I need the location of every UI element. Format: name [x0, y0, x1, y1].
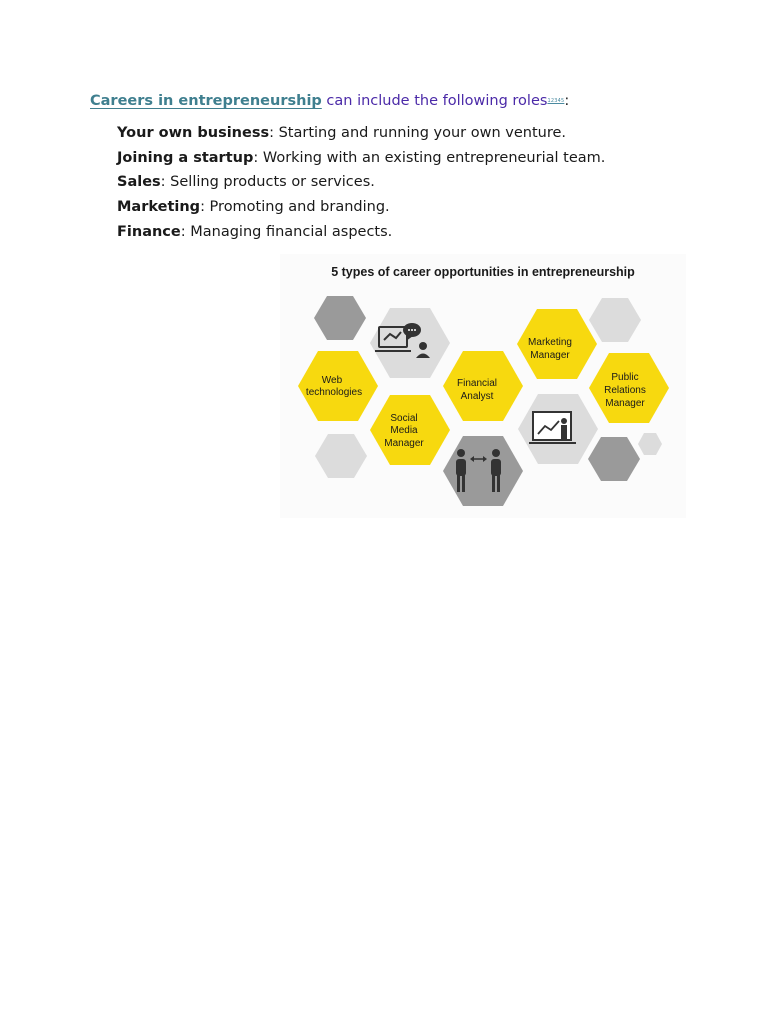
hex-web-technologies: [298, 351, 378, 421]
list-item: [117, 172, 605, 197]
hex-label: Relations: [604, 385, 646, 396]
hex-label: Manager: [605, 398, 645, 409]
list-item: [117, 197, 605, 222]
role-description: : Promoting and branding.: [200, 199, 390, 216]
list-item: [117, 123, 605, 148]
hex-label: Manager: [530, 350, 570, 361]
role-term: Your own business: [117, 125, 270, 141]
hex-label: Media: [390, 425, 418, 436]
hex-label: Manager: [384, 438, 424, 449]
citation-links[interactable]: 12345: [547, 98, 565, 104]
hex-decoration: [314, 296, 366, 340]
hex-decoration: [588, 437, 640, 481]
role-description: : Starting and running your own venture.: [269, 125, 566, 141]
hex-label: Social: [390, 413, 418, 424]
role-term: Sales: [117, 174, 161, 191]
intro-text: can include the following roles: [321, 93, 548, 109]
intro-colon: :: [564, 93, 570, 109]
hex-icon-people: [443, 436, 523, 506]
intro-sentence: [90, 91, 569, 111]
hex-label: Public: [611, 372, 639, 383]
hex-icon-laptop: [370, 308, 450, 378]
hex-label: Marketing: [528, 337, 572, 348]
hex-decoration: [315, 434, 367, 478]
role-description: : Working with an existing entrepreneurial team.: [253, 149, 606, 166]
role-term: Joining a startup: [117, 149, 254, 166]
hex-label: Web: [321, 375, 343, 386]
careers-link[interactable]: Careers in entrepreneurship: [90, 93, 322, 109]
role-term: Finance: [117, 223, 181, 240]
hex-decoration: [638, 433, 662, 455]
hex-label: technologies: [305, 387, 363, 398]
hex-label: Analyst: [460, 391, 494, 402]
roles-list: [117, 123, 605, 246]
list-item: [117, 148, 605, 173]
list-item: [117, 222, 605, 247]
role-description: : Selling products or services.: [160, 174, 375, 191]
role-term: Marketing: [117, 199, 201, 216]
hex-label: Financial: [456, 378, 498, 389]
role-description: : Managing financial aspects.: [180, 223, 393, 240]
infographic-image: [280, 254, 686, 518]
presentation-board-icon: [529, 412, 576, 443]
hex-decoration: [589, 298, 641, 342]
infographic-title: 5 types of career opportunities in entrepreneurship: [331, 265, 635, 279]
